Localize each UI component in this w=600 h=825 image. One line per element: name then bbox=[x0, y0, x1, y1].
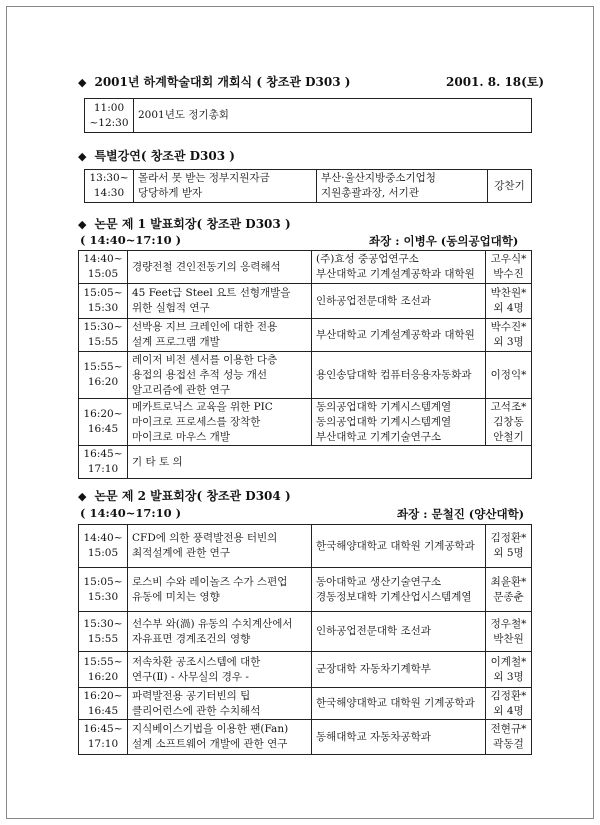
cell-line: 2001년도 정기총회 bbox=[138, 109, 229, 121]
schedule-row bbox=[79, 446, 532, 479]
diamond-bullet-icon: ◆ bbox=[78, 490, 87, 503]
schedule-row bbox=[79, 399, 532, 446]
cell-line: 고석조* bbox=[490, 400, 527, 413]
affiliation-cell bbox=[312, 612, 486, 652]
cell-line: 용접의 용접선 추적 성능 개선 bbox=[132, 368, 268, 381]
cell-line: 안철기 bbox=[493, 430, 524, 443]
session1-title: 논문 제 1 발표회장( 창조관 D303 ) bbox=[94, 217, 291, 231]
cell-line: 박찬원 bbox=[493, 632, 524, 645]
schedule-row bbox=[79, 652, 532, 688]
special-heading bbox=[78, 147, 235, 164]
session1-table bbox=[78, 250, 532, 479]
paper-title-cell bbox=[134, 170, 317, 203]
cell-line: 외 3명 bbox=[493, 336, 524, 348]
presenter-cell bbox=[486, 399, 532, 446]
cell-line: 경량전철 견인전동기의 응력해석 bbox=[132, 260, 281, 273]
cell-line: 김정환* bbox=[490, 532, 527, 544]
presenter-cell bbox=[486, 720, 532, 755]
cell-line: 군장대학 자동차기계학부 bbox=[316, 663, 431, 675]
cell-line: 정우철* bbox=[490, 617, 527, 630]
presenter-cell bbox=[486, 612, 532, 652]
time-cell bbox=[79, 525, 128, 568]
presenter-cell bbox=[486, 652, 532, 688]
presenter-cell bbox=[486, 568, 532, 612]
cell-line: 선수부 와(渦) 유동의 수치계산에서 bbox=[132, 617, 293, 630]
opening-heading bbox=[78, 73, 350, 90]
cell-line: 15:30 bbox=[87, 302, 119, 314]
cell-line: 메카트로닉스 교육을 위한 PIC bbox=[132, 400, 273, 413]
cell-line: 클리어런스에 관한 수치해석 bbox=[132, 704, 261, 717]
cell-line: 레이저 비전 센서를 이용한 다층 bbox=[132, 353, 278, 366]
presenter-cell bbox=[488, 170, 532, 203]
cell-line: 15:05~ bbox=[83, 575, 123, 588]
cell-line: 14:40~ bbox=[83, 253, 123, 265]
affiliation-cell bbox=[312, 352, 486, 399]
paper-title-cell bbox=[128, 319, 312, 352]
paper-title-cell bbox=[128, 446, 532, 479]
cell-line: 15:55 bbox=[87, 632, 119, 645]
time-cell bbox=[79, 446, 128, 479]
cell-line: 강찬기 bbox=[494, 179, 525, 192]
cell-line: 용인송담대학 컴퓨터응용자동화과 bbox=[316, 368, 472, 381]
cell-line: 16:20~ bbox=[83, 408, 123, 420]
paper-title-cell bbox=[128, 652, 312, 688]
cell-line: 박찬원* bbox=[490, 287, 527, 299]
time-cell bbox=[79, 352, 128, 399]
time-cell bbox=[79, 652, 128, 688]
cell-line: 15:05 bbox=[87, 547, 119, 559]
cell-line: 14:30 bbox=[93, 187, 125, 199]
cell-line: 위한 실험적 연구 bbox=[132, 302, 210, 314]
cell-line: 마이크로 프로세스를 장착한 bbox=[132, 415, 261, 428]
cell-line: 외 4명 bbox=[493, 302, 524, 314]
cell-line: 동의공업대학 기계시스템계열 bbox=[316, 400, 452, 413]
cell-line: 선박용 지브 크레인에 대한 전용 bbox=[132, 321, 278, 333]
schedule-row bbox=[85, 99, 532, 133]
cell-line: 11:00 bbox=[93, 101, 125, 114]
affiliation-cell bbox=[312, 525, 486, 568]
schedule-row bbox=[79, 720, 532, 755]
cell-line: 자유표면 경계조건의 영향 bbox=[132, 632, 251, 645]
cell-line: 한국해양대학교 대학원 기계공학과 bbox=[316, 539, 475, 552]
cell-line: CFD에 의한 풍력발전용 터빈의 bbox=[132, 532, 278, 544]
cell-line: 부산대학교 기계설계공학과 대학원 bbox=[316, 268, 475, 280]
paper-title-cell bbox=[128, 720, 312, 755]
presenter-cell bbox=[486, 284, 532, 319]
cell-line: 부산대학교 기계기술연구소 bbox=[316, 430, 442, 443]
schedule-row bbox=[79, 688, 532, 720]
cell-line: 유동에 미치는 영향 bbox=[132, 590, 220, 603]
cell-line: 16:45~ bbox=[83, 723, 123, 735]
special-table bbox=[84, 169, 532, 203]
presenter-cell bbox=[486, 688, 532, 720]
paper-title-cell bbox=[128, 525, 312, 568]
cell-line: 17:10 bbox=[87, 463, 119, 475]
presenter-cell bbox=[486, 251, 532, 284]
cell-line: 16:45~ bbox=[83, 448, 123, 460]
affiliation-cell bbox=[312, 720, 486, 755]
session2-heading bbox=[78, 487, 291, 504]
presenter-cell bbox=[486, 319, 532, 352]
paper-title-cell bbox=[128, 688, 312, 720]
cell-line: 박수진* bbox=[490, 321, 527, 333]
schedule-row bbox=[79, 352, 532, 399]
cell-line: 15:55~ bbox=[83, 361, 123, 373]
schedule-row bbox=[79, 568, 532, 612]
event-date: 2001. 8. 18(토) bbox=[446, 75, 545, 89]
opening-title: 2001년 하계학술대회 개회식 ( 창조관 D303 ) bbox=[94, 75, 351, 89]
cell-line: ~12:30 bbox=[89, 116, 129, 129]
cell-line: 박수진 bbox=[493, 268, 524, 280]
paper-title-cell bbox=[128, 612, 312, 652]
cell-line: 15:30~ bbox=[83, 321, 123, 333]
schedule-row bbox=[79, 525, 532, 568]
cell-line: 외 3명 bbox=[493, 670, 524, 683]
cell-line: 15:05~ bbox=[83, 287, 123, 299]
time-cell bbox=[79, 284, 128, 319]
cell-line: 동의공업대학 기계시스템계열 bbox=[316, 415, 452, 428]
diamond-bullet-icon: ◆ bbox=[78, 76, 87, 89]
session2-table bbox=[78, 524, 532, 755]
affiliation-cell bbox=[312, 652, 486, 688]
cell-line: 15:05 bbox=[87, 268, 119, 280]
cell-line: 13:30~ bbox=[89, 172, 129, 184]
time-cell bbox=[79, 399, 128, 446]
cell-line: 지원총괄과장, 서기관 bbox=[321, 187, 419, 199]
paper-title-cell bbox=[128, 284, 312, 319]
cell-line: 16:45 bbox=[87, 423, 119, 435]
cell-line: 경동정보대학 기계산업시스템계열 bbox=[316, 590, 472, 603]
schedule-row bbox=[85, 170, 532, 203]
affiliation-cell bbox=[312, 568, 486, 612]
cell-line: 파력발전용 공기터빈의 팁 bbox=[132, 689, 251, 702]
time-cell bbox=[79, 251, 128, 284]
cell-line: 김정환* bbox=[490, 689, 527, 702]
affiliation-cell bbox=[312, 284, 486, 319]
cell-line: 인하공업전문대학 조선과 bbox=[316, 294, 431, 307]
paper-title-cell bbox=[128, 352, 312, 399]
cell-line: 부산·울산지방중소기업청 bbox=[321, 172, 436, 184]
cell-line: 고우식* bbox=[490, 253, 527, 265]
cell-line: 전현규* bbox=[490, 723, 527, 735]
schedule-row bbox=[79, 251, 532, 284]
cell-line: 16:20~ bbox=[83, 689, 123, 702]
cell-line: 인하공업전문대학 조선과 bbox=[316, 625, 431, 637]
presenter-cell bbox=[486, 352, 532, 399]
cell-line: 외 4명 bbox=[493, 704, 524, 717]
cell-line: 동해대학교 자동차공학과 bbox=[316, 730, 431, 743]
cell-line: 최적설계에 관한 연구 bbox=[132, 547, 230, 559]
cell-line: 동아대학교 생산기술연구소 bbox=[316, 575, 442, 588]
session1-time-range: ( 14:40~17:10 ) bbox=[80, 233, 182, 247]
schedule-row bbox=[79, 612, 532, 652]
affiliation-cell bbox=[317, 170, 488, 203]
cell-line: 최윤환* bbox=[490, 575, 527, 588]
cell-line: 16:45 bbox=[87, 704, 119, 717]
cell-line: 45 Feet급 Steel 요트 선형개발을 bbox=[132, 287, 291, 299]
cell-line: 당당하게 받자 bbox=[138, 187, 203, 199]
cell-line: 로스비 수와 레이놀즈 수가 스편업 bbox=[132, 575, 288, 588]
paper-title-cell bbox=[134, 99, 532, 133]
cell-line: 몰라서 못 받는 정부지원자금 bbox=[138, 172, 270, 184]
cell-line: 14:40~ bbox=[83, 532, 123, 544]
paper-title-cell bbox=[128, 251, 312, 284]
cell-line: 16:20 bbox=[87, 376, 119, 388]
time-cell bbox=[85, 99, 134, 133]
diamond-bullet-icon: ◆ bbox=[78, 150, 87, 163]
affiliation-cell bbox=[312, 251, 486, 284]
cell-line: 한국해양대학교 대학원 기계공학과 bbox=[316, 697, 475, 709]
cell-line: (주)효성 중공업연구소 bbox=[316, 253, 419, 265]
session1-heading bbox=[78, 215, 291, 232]
special-title: 특별강연( 창조관 D303 ) bbox=[94, 149, 235, 163]
cell-line: 연구(Ⅱ) - 사무실의 경우 - bbox=[132, 670, 249, 683]
session2-time-range: ( 14:40~17:10 ) bbox=[80, 506, 182, 520]
session1-chair: 좌장 : 이병우 (동의공업대학) bbox=[369, 234, 519, 248]
cell-line: 17:10 bbox=[87, 738, 119, 750]
cell-line: 기 타 토 의 bbox=[132, 455, 183, 468]
cell-line: 15:55~ bbox=[83, 655, 123, 668]
cell-line: 이계철* bbox=[490, 655, 527, 668]
time-cell bbox=[79, 319, 128, 352]
opening-table bbox=[84, 98, 532, 133]
schedule-row bbox=[79, 284, 532, 319]
diamond-bullet-icon: ◆ bbox=[78, 218, 87, 231]
schedule-row bbox=[79, 319, 532, 352]
paper-title-cell bbox=[128, 399, 312, 446]
cell-line: 설계 프로그램 개발 bbox=[132, 336, 220, 348]
session2-chair: 좌장 : 문철진 (양산대학) bbox=[397, 507, 525, 521]
cell-line: 15:30~ bbox=[83, 617, 123, 630]
cell-line: 15:30 bbox=[87, 590, 119, 603]
cell-line: 저속차환 공조시스템에 대한 bbox=[132, 655, 261, 668]
time-cell bbox=[85, 170, 134, 203]
affiliation-cell bbox=[312, 688, 486, 720]
cell-line: 외 5명 bbox=[493, 547, 524, 559]
time-cell bbox=[79, 688, 128, 720]
affiliation-cell bbox=[312, 399, 486, 446]
cell-line: 마이크로 마우스 개발 bbox=[132, 430, 230, 443]
presenter-cell bbox=[486, 525, 532, 568]
cell-line: 이정익* bbox=[490, 368, 527, 381]
cell-line: 부산대학교 기계설계공학과 대학원 bbox=[316, 328, 475, 341]
time-cell bbox=[79, 568, 128, 612]
session2-title: 논문 제 2 발표회장( 창조관 D304 ) bbox=[94, 489, 291, 503]
cell-line: 문종춘 bbox=[493, 590, 524, 603]
paper-title-cell bbox=[128, 568, 312, 612]
cell-line: 곽동걸 bbox=[493, 738, 524, 750]
cell-line: 15:55 bbox=[87, 336, 119, 348]
cell-line: 김창동 bbox=[493, 415, 524, 428]
affiliation-cell bbox=[312, 319, 486, 352]
time-cell bbox=[79, 612, 128, 652]
cell-line: 알고리즘에 관한 연구 bbox=[132, 383, 230, 396]
cell-line: 설계 소프트웨어 개발에 관한 연구 bbox=[132, 738, 288, 750]
cell-line: 지식베이스기법을 이용한 팬(Fan) bbox=[132, 723, 289, 735]
time-cell bbox=[79, 720, 128, 755]
cell-line: 16:20 bbox=[87, 670, 119, 683]
